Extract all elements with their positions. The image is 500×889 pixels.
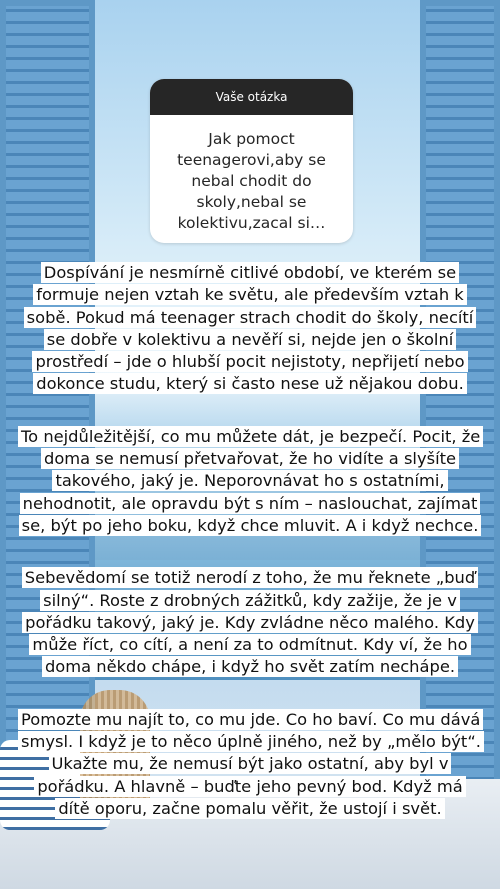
answer-paragraph-4: Pomozte mu najít to, co mu jde. Co ho baví. Co mu dává smysl. I když je to něco úplně jiného, než by „mělo být“. Ukažte mu, že nemusí být jako ostatní, aby byl v pořádku. A hlavně – buďte jeho pevný bod. Když má dítě oporu, začne pomalu věřit, že ustojí i svět. bbox=[18, 709, 482, 820]
answer-paragraph-3: Sebevědomí se totiž nerodí z toho, že mu řeknete „buď silný“. Roste z drobných zážitků, kdy zažije, že je v pořádku takový, jaký je. Kdy zvládne něco malého. Kdy může říct, co cítí, a není za to odmítnut. Kdy ví, že ho doma někdo chápe, i když ho svět zatím nechápe. bbox=[18, 567, 482, 678]
answer-paragraph-2: To nejdůležitější, co mu můžete dát, je bezpečí. Pocit, že doma se nemusí přetvařovat, že ho vidíte a slyšíte takového, jaký je. Neporovnávat ho s ostatními, nehodnotit, ale opravdu být s ním – naslouchat, zajímat se, být po jeho boku, když chce mluvit. A i když nechce. bbox=[18, 426, 482, 537]
question-sticker-header: Vaše otázka bbox=[150, 79, 353, 115]
question-sticker[interactable] bbox=[150, 79, 353, 243]
answer-paragraph-1: Dospívání je nesmírně citlivé období, ve kterém se formuje nejen vztah ke světu, ale především vztah k sobě. Pokud má teenager strach chodit do školy, necítí se dobře v kolektivu a nevěří si, nejde jen o školní prostředí – jde o hlubší pocit nejistoty, nepřijetí nebo dokonce studu, který si často nese už nějakou dobu. bbox=[18, 262, 482, 396]
answer-text-block bbox=[18, 262, 482, 850]
question-text: Jak pomoct teenagerovi,aby se nebal chodit do skoly,nebal se kolektivu,zacal si… bbox=[177, 130, 326, 232]
